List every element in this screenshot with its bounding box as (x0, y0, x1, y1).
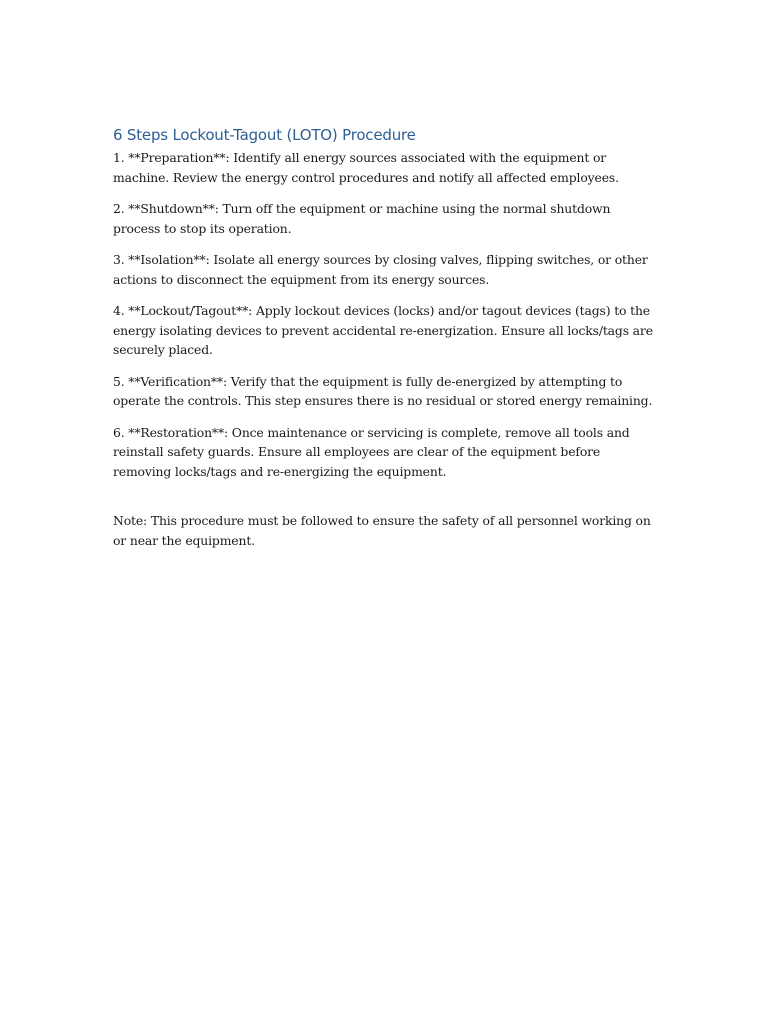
step-shutdown: 2. **Shutdown**: Turn off the equipment or machine using the normal shutdown process to stop its operation. (113, 201, 611, 236)
document-body (113, 124, 658, 562)
step-preparation: 1. **Preparation**: Identify all energy sources associated with the equipment or machine. Review the energy control procedures and notify all affected employees. (113, 150, 619, 185)
safety-note: Note: This procedure must be followed to ensure the safety of all personnel working on or near the equipment. (113, 513, 651, 548)
step-verification: 5. **Verification**: Verify that the equipment is fully de-energized by attempting to operate the controls. This step ensures there is no residual or stored energy remaining. (113, 373, 653, 408)
step-restoration: 6. **Restoration**: Once maintenance or servicing is complete, remove all tools and reinstall safety guards. Ensure all employees are clear of the equipment before removing locks/tags and re-energizing the equipment. (113, 424, 630, 479)
step-lockout-tagout: 4. **Lockout/Tagout**: Apply lockout devices (locks) and/or tagout devices (tags) to the energy isolating devices to prevent accidental re-energization. Ensure all locks/tags are securely placed. (113, 303, 653, 357)
step-isolation: 3. **Isolation**: Isolate all energy sources by closing valves, flipping switches, or other actions to disconnect the equipment from its energy sources. (113, 252, 648, 287)
document-title: 6 Steps Lockout-Tagout (LOTO) Procedure (113, 126, 416, 144)
